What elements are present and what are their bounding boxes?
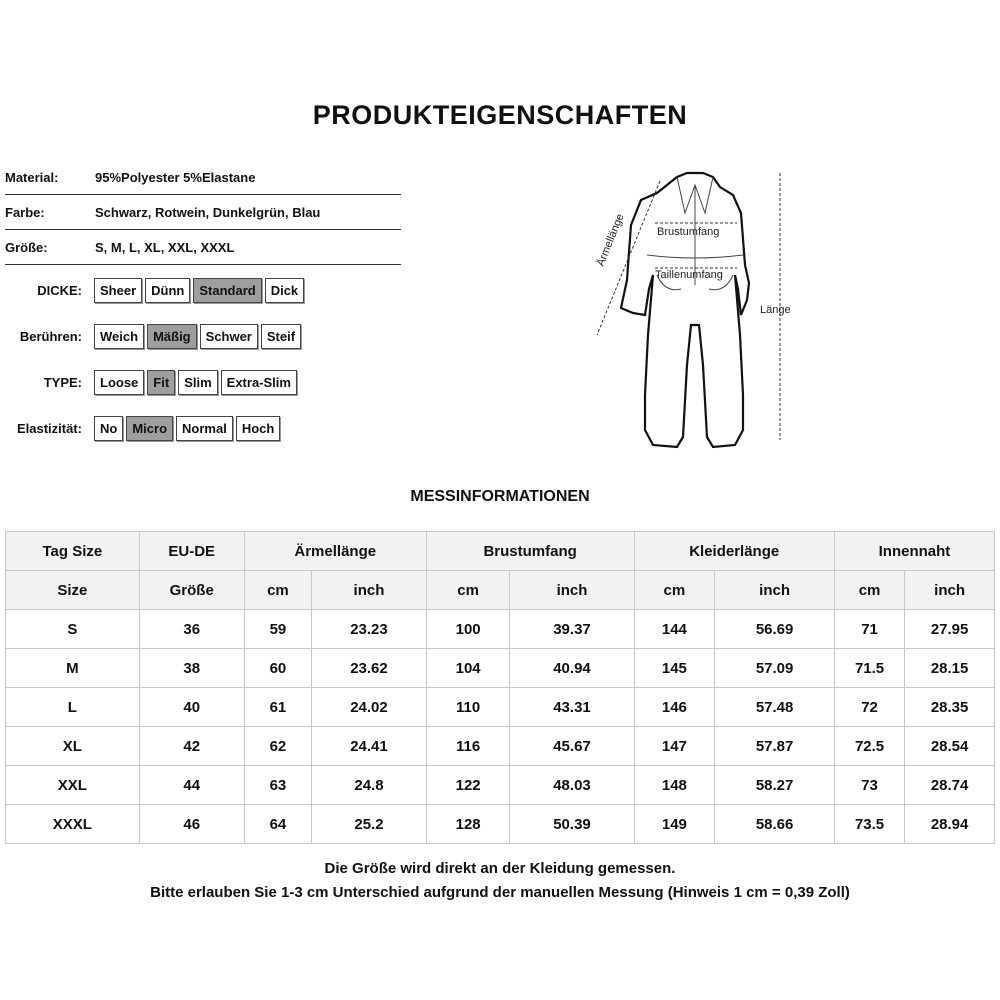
table-cell: 28.94 <box>905 805 995 844</box>
table-header-cell: inch <box>715 571 835 610</box>
table-cell: 56.69 <box>715 610 835 649</box>
table-cell: XXXL <box>6 805 140 844</box>
table-cell: 24.02 <box>312 688 427 727</box>
measurement-guides <box>594 173 780 440</box>
attribute-option: Dünn <box>145 278 190 303</box>
table-cell: 24.8 <box>312 766 427 805</box>
attribute-option: Slim <box>178 370 217 395</box>
table-header-cell: Innennaht <box>834 532 994 571</box>
attribute-option: Micro <box>126 416 173 441</box>
jumpsuit-diagram <box>585 165 815 455</box>
table-cell: 72.5 <box>834 727 904 766</box>
table-cell: 44 <box>139 766 244 805</box>
table-cell: 24.41 <box>312 727 427 766</box>
table-cell: XL <box>6 727 140 766</box>
property-value: S, M, L, XL, XXL, XXXL <box>95 239 235 255</box>
table-cell: 100 <box>426 610 510 649</box>
table-header-cell: inch <box>312 571 427 610</box>
page-title: PRODUKTEIGENSCHAFTEN <box>312 100 688 130</box>
table-cell: 59 <box>244 610 311 649</box>
table-cell: 28.15 <box>905 649 995 688</box>
table-cell: 46 <box>139 805 244 844</box>
table-header-cell: Size <box>6 571 140 610</box>
table-body <box>6 610 995 844</box>
table-cell: XXL <box>6 766 140 805</box>
table-row <box>6 610 995 649</box>
table-cell: 149 <box>634 805 715 844</box>
attribute-option: Schwer <box>200 324 258 349</box>
table-cell: 28.74 <box>905 766 995 805</box>
attribute-option: Hoch <box>236 416 281 441</box>
table-row <box>6 766 995 805</box>
attribute-option: Weich <box>94 324 144 349</box>
table-cell: 25.2 <box>312 805 427 844</box>
attribute-option: Extra-Slim <box>221 370 297 395</box>
table-cell: 71 <box>834 610 904 649</box>
table-header-cell: inch <box>905 571 995 610</box>
diagram-label-chest: Brustumfang <box>657 226 720 238</box>
table-header-cell: Ärmellänge <box>244 532 426 571</box>
table-cell: 116 <box>426 727 510 766</box>
attribute-option: Steif <box>261 324 301 349</box>
diagram-label-sleeve: Ärmellänge <box>594 212 627 269</box>
table-cell: 45.67 <box>510 727 634 766</box>
table-cell: 57.87 <box>715 727 835 766</box>
table-cell: 36 <box>139 610 244 649</box>
table-cell: 38 <box>139 649 244 688</box>
table-cell: 28.35 <box>905 688 995 727</box>
table-cell: 64 <box>244 805 311 844</box>
table-cell: 40.94 <box>510 649 634 688</box>
table-cell: 27.95 <box>905 610 995 649</box>
table-cell: 110 <box>426 688 510 727</box>
attribute-label: DICKE: <box>37 283 82 298</box>
attribute-option: Mäßig <box>147 324 197 349</box>
table-subheader-row <box>6 571 995 610</box>
table-row <box>6 727 995 766</box>
property-row-material <box>5 160 401 195</box>
table-cell: 57.48 <box>715 688 835 727</box>
attribute-label: TYPE: <box>43 375 82 390</box>
table-cell: 62 <box>244 727 311 766</box>
table-cell: 71.5 <box>834 649 904 688</box>
table-cell: 23.62 <box>312 649 427 688</box>
table-cell: 147 <box>634 727 715 766</box>
table-cell: 50.39 <box>510 805 634 844</box>
diagram-label-length: Länge <box>760 304 791 316</box>
table-row <box>6 805 995 844</box>
attribute-label: Berühren: <box>19 329 82 344</box>
table-header-cell: EU-DE <box>139 532 244 571</box>
table-cell: 58.27 <box>715 766 835 805</box>
property-value: 95%Polyester 5%Elastane <box>95 169 256 185</box>
table-cell: 63 <box>244 766 311 805</box>
table-cell: 39.37 <box>510 610 634 649</box>
table-cell: 60 <box>244 649 311 688</box>
property-value: Schwarz, Rotwein, Dunkelgrün, Blau <box>95 204 321 220</box>
attribute-option: No <box>94 416 123 441</box>
table-cell: 43.31 <box>510 688 634 727</box>
size-table <box>5 531 995 844</box>
table-header-cell: Kleiderlänge <box>634 532 834 571</box>
table-cell: 73 <box>834 766 904 805</box>
table-row <box>6 649 995 688</box>
table-cell: 72 <box>834 688 904 727</box>
table-cell: S <box>6 610 140 649</box>
table-cell: 104 <box>426 649 510 688</box>
table-cell: 122 <box>426 766 510 805</box>
table-header-cell: cm <box>244 571 311 610</box>
property-list <box>5 160 401 265</box>
table-cell: L <box>6 688 140 727</box>
table-cell: 128 <box>426 805 510 844</box>
table-header-cell: cm <box>426 571 510 610</box>
note-line: Bitte erlauben Sie 1-3 cm Unterschied aufgrund der manuellen Messung (Hinweis 1 cm = 0,39 Zoll) <box>150 884 850 901</box>
attribute-row <box>0 416 283 441</box>
table-cell: 58.66 <box>715 805 835 844</box>
attribute-option: Loose <box>94 370 144 395</box>
note-line: Die Größe wird direkt an der Kleidung gemessen. <box>324 860 676 877</box>
table-cell: 42 <box>139 727 244 766</box>
table-cell: 61 <box>244 688 311 727</box>
table-cell: M <box>6 649 140 688</box>
table-header-cell: cm <box>634 571 715 610</box>
attribute-option: Sheer <box>94 278 142 303</box>
table-header-cell: Tag Size <box>6 532 140 571</box>
section-title: MESSINFORMATIONEN <box>410 488 590 505</box>
table-cell: 23.23 <box>312 610 427 649</box>
table-cell: 28.54 <box>905 727 995 766</box>
notes <box>0 857 1000 905</box>
table-header-cell: cm <box>834 571 904 610</box>
attribute-row <box>0 370 300 395</box>
attribute-option: Standard <box>193 278 261 303</box>
table-cell: 146 <box>634 688 715 727</box>
table-header-cell: inch <box>510 571 634 610</box>
attribute-option: Dick <box>265 278 304 303</box>
table-header-cell: Größe <box>139 571 244 610</box>
attribute-option: Fit <box>147 370 175 395</box>
table-cell: 148 <box>634 766 715 805</box>
table-cell: 73.5 <box>834 805 904 844</box>
property-label: Farbe: <box>5 204 45 220</box>
table-cell: 145 <box>634 649 715 688</box>
table-cell: 57.09 <box>715 649 835 688</box>
table-cell: 48.03 <box>510 766 634 805</box>
diagram-label-waist: Taillenumfang <box>655 269 723 281</box>
property-label: Größe: <box>5 239 48 255</box>
table-row <box>6 688 995 727</box>
property-row-size <box>5 230 401 265</box>
attribute-row <box>0 324 304 349</box>
property-row-color <box>5 195 401 230</box>
table-cell: 144 <box>634 610 715 649</box>
attribute-option: Normal <box>176 416 233 441</box>
table-header-cell: Brustumfang <box>426 532 634 571</box>
attribute-label: Elastizität: <box>16 421 82 436</box>
table-cell: 40 <box>139 688 244 727</box>
property-label: Material: <box>5 169 59 185</box>
table-header-row <box>6 532 995 571</box>
attribute-row <box>0 278 307 303</box>
